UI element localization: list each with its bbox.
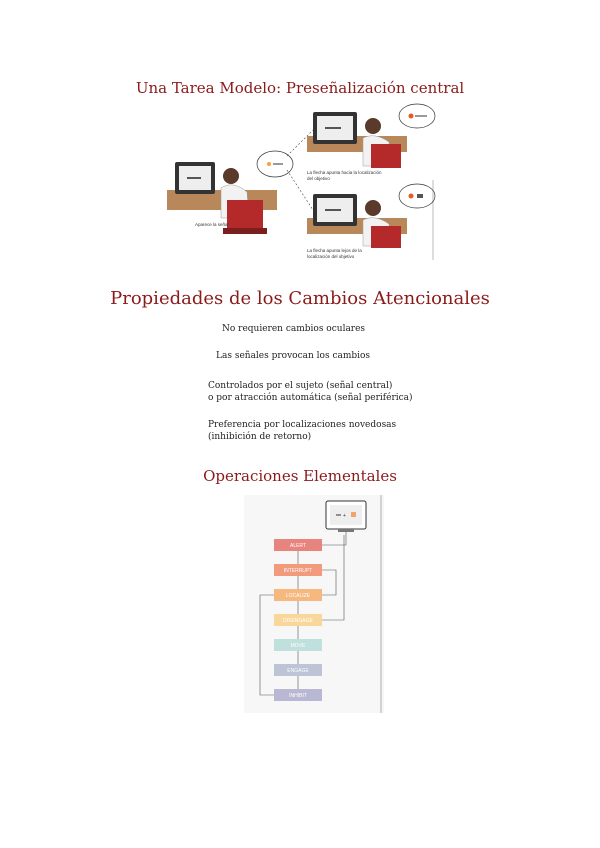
operation-label-move: MOVE <box>290 643 306 649</box>
left-scene <box>167 151 293 234</box>
operation-label-interrupt: INTERRUPT <box>283 568 313 574</box>
property-item-1: No requieren cambios oculares <box>222 324 366 334</box>
caption-top-right-2: del objetivo <box>307 176 330 181</box>
bottom-right-scene <box>307 184 435 259</box>
caption-bottom-right-1: La flecha apunta lejos de la <box>307 248 362 253</box>
section-title-tarea-modelo: Una Tarea Modelo: Preseñalización central <box>135 79 465 97</box>
monitor-icon <box>326 501 366 532</box>
operation-label-alert: ALERT <box>289 543 307 549</box>
property-item-3b: o por atracción automática (señal periférica) <box>208 393 413 403</box>
operation-label-inhibit: INHIBIT <box>289 693 307 699</box>
top-right-scene <box>307 104 435 181</box>
property-item-2: Las señales provocan los cambios <box>216 351 371 361</box>
operation-label-engage: ENGAGE <box>287 668 309 674</box>
operation-label-localize: LOCALIZE <box>285 593 311 599</box>
caption-left: Aparece la señal <box>195 222 229 227</box>
operaciones-diagram <box>244 495 384 713</box>
property-item-3a: Controlados por el sujeto (señal central) <box>208 381 393 391</box>
caption-bottom-right-2: localización del objetivo <box>307 254 355 259</box>
property-item-4b: (inhibición de retorno) <box>208 432 312 442</box>
section-title-operaciones: Operaciones Elementales <box>203 467 397 485</box>
caption-top-right-1: La flecha apunta hacia la localización <box>307 170 382 175</box>
operation-label-disengage: DISENGAGE <box>283 618 313 624</box>
property-item-4a: Preferencia por localizaciones novedosas <box>208 420 397 430</box>
preseñalizacion-figure <box>165 100 441 268</box>
section-title-propiedades: Propiedades de los Cambios Atencionales <box>110 288 490 309</box>
svg-text:+: + <box>343 513 346 519</box>
